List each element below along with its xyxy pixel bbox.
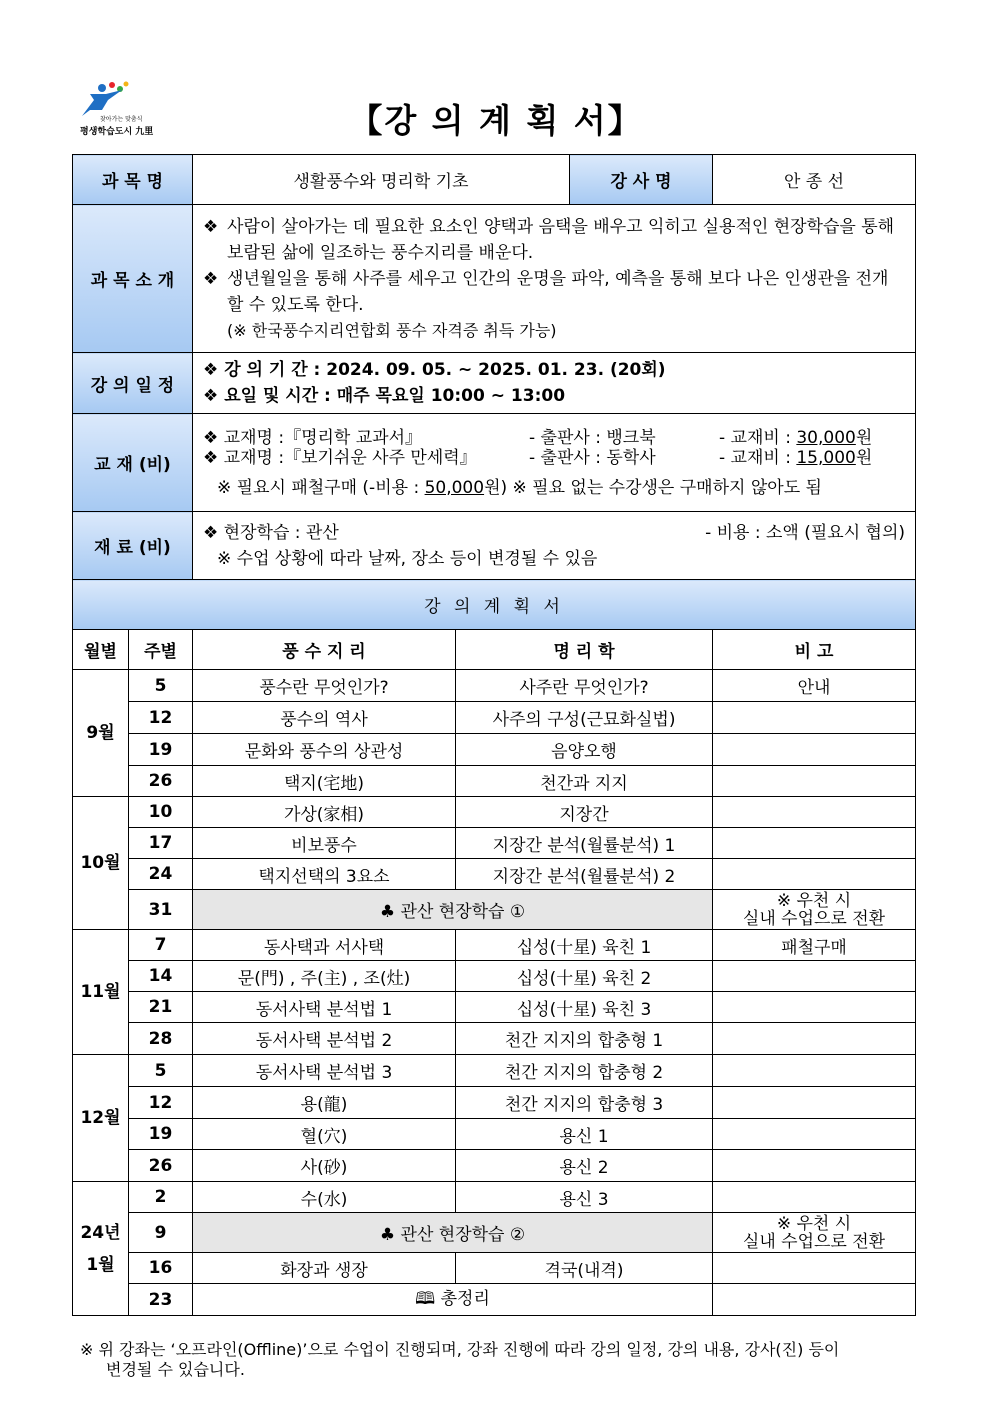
book-row xyxy=(203,428,905,448)
table-row xyxy=(73,1119,916,1150)
saju-cell: 용신 3 xyxy=(456,1182,713,1213)
course-plan-table xyxy=(72,154,916,1316)
fengshui-cell: 사(砂) xyxy=(193,1150,456,1182)
table-row xyxy=(73,961,916,992)
book-cost: 30,000 xyxy=(796,427,856,448)
remark-cell xyxy=(713,734,916,766)
table-row xyxy=(73,859,916,890)
saju-cell: 천간 지지의 합충형 3 xyxy=(456,1087,713,1119)
fengshui-cell: 가상(家相) xyxy=(193,797,456,828)
saju-cell: 천간과 지지 xyxy=(456,766,713,797)
saju-cell: 십성(十星) 육친 2 xyxy=(456,961,713,992)
table-row xyxy=(73,890,916,930)
month-cell: 10월 xyxy=(73,797,129,930)
logo-caption-top: 찾아가는 맞춤식 xyxy=(100,116,143,123)
table-row xyxy=(73,670,916,702)
col-fengshui: 풍 수 지 리 xyxy=(193,630,456,670)
saju-cell: 지장간 xyxy=(456,797,713,828)
materials-item: 현장학습 : 관산 xyxy=(223,522,339,543)
book-cost-label: - 교재비 : xyxy=(719,427,797,448)
remark-line: ※ 우천 시 xyxy=(776,890,852,911)
schedule-period: 강 의 기 간 : 2024. 09. 05. ~ 2025. 01. 23. (20회) xyxy=(224,360,666,380)
week-cell: 24 xyxy=(129,859,193,890)
saju-cell: 십성(十星) 육친 3 xyxy=(456,992,713,1023)
fengshui-cell: 혈(穴) xyxy=(193,1119,456,1150)
col-week: 주별 xyxy=(129,630,193,670)
book-name: 교재명 :『명리학 교과서』 xyxy=(223,427,423,448)
footer-note xyxy=(80,1340,920,1380)
fengshui-cell: 문(門) , 주(主) , 조(灶) xyxy=(193,961,456,992)
week-cell: 26 xyxy=(129,766,193,797)
compass-cost: 50,000 xyxy=(424,477,485,498)
fengshui-cell: 풍수란 무엇인가? xyxy=(193,670,456,702)
remark-cell: 패철구매 xyxy=(713,930,916,961)
table-row xyxy=(73,734,916,766)
table-row xyxy=(73,1087,916,1119)
remark-cell xyxy=(713,1253,916,1284)
plan-column-headers xyxy=(73,630,916,670)
footer-line: ※ 위 강좌는 ‘오프라인(Offline)’으로 수업이 진행되며, 강좌 진행에 따라 강의 일정, 강의 내용, 강사(진) 등이 xyxy=(80,1340,840,1359)
remark-cell xyxy=(713,961,916,992)
materials-cost: - 비용 : 소액 (필요시 협의) xyxy=(705,522,906,543)
fengshui-cell: 동사택과 서사택 xyxy=(193,930,456,961)
saju-cell: 십성(十星) 육친 1 xyxy=(456,930,713,961)
remark-cell xyxy=(713,702,916,734)
footer-line: 변경될 수 있습니다. xyxy=(106,1360,245,1379)
field-trip-cell: ♣ 관산 현장학습 ② xyxy=(193,1213,713,1253)
remark-cell: 안내 xyxy=(713,670,916,702)
remark-cell xyxy=(713,797,916,828)
book-row xyxy=(203,448,905,468)
bullet-icon: ❖ xyxy=(203,268,219,289)
saju-cell: 사주의 구성(근묘화실법) xyxy=(456,702,713,734)
week-cell: 14 xyxy=(129,961,193,992)
remark-cell xyxy=(713,1023,916,1055)
remark-cell xyxy=(713,1119,916,1150)
saju-cell: 사주란 무엇인가? xyxy=(456,670,713,702)
instructor-label: 강 사 명 xyxy=(570,155,713,205)
month-cell: 12월 xyxy=(73,1055,129,1182)
week-cell: 12 xyxy=(129,702,193,734)
week-cell: 28 xyxy=(129,1023,193,1055)
fengshui-cell: 수(水) xyxy=(193,1182,456,1213)
remark-cell xyxy=(713,1055,916,1087)
books-note xyxy=(203,478,905,498)
remark-cell xyxy=(713,766,916,797)
books-note-post: 원) ※ 필요 없는 수강생은 구매하지 않아도 됨 xyxy=(484,477,822,498)
review-cell: 🕮 총정리 xyxy=(193,1284,713,1316)
course-intro xyxy=(193,205,916,353)
table-row xyxy=(73,930,916,961)
fengshui-cell: 문화와 풍수의 상관성 xyxy=(193,734,456,766)
intro-item: 사람이 살아가는 데 필요한 요소인 양택과 음택을 배우고 익히고 실용적인 현장학습을 통해 보람된 삶에 일조하는 풍수지리를 배운다. xyxy=(227,216,895,263)
table-row xyxy=(73,1150,916,1182)
table-row xyxy=(73,702,916,734)
book-cost-label: - 교재비 : xyxy=(719,447,797,468)
intro-note: (※ 한국풍수지리연합회 풍수 자격증 취득 가능) xyxy=(227,320,557,340)
table-row xyxy=(73,1182,916,1213)
table-row xyxy=(73,992,916,1023)
week-cell: 21 xyxy=(129,992,193,1023)
month-year: 24년 xyxy=(80,1222,121,1243)
week-cell: 19 xyxy=(129,734,193,766)
remark-line: 실내 수업으로 전환 xyxy=(742,908,886,929)
week-cell: 5 xyxy=(129,670,193,702)
subject-name: 생활풍수와 명리학 기초 xyxy=(193,155,570,205)
remark-line: ※ 우천 시 xyxy=(776,1213,852,1234)
subject-label: 과 목 명 xyxy=(73,155,193,205)
table-row xyxy=(73,797,916,828)
remark-cell xyxy=(713,1213,916,1253)
week-cell: 2 xyxy=(129,1182,193,1213)
books-info xyxy=(193,414,916,512)
saju-cell: 용신 1 xyxy=(456,1119,713,1150)
schedule-info xyxy=(193,353,916,414)
books-note-pre: ※ 필요시 패철구매 (-비용 : xyxy=(217,477,425,498)
week-cell: 26 xyxy=(129,1150,193,1182)
intro-label: 과 목 소 개 xyxy=(73,205,193,353)
book-publisher: - 출판사 : 뱅크북 xyxy=(529,427,656,448)
remark-cell xyxy=(713,890,916,930)
week-cell: 9 xyxy=(129,1213,193,1253)
intro-item: 생년월일을 통해 사주를 세우고 인간의 운명을 파악, 예측을 통해 보다 나은 인생관을 전개할 수 있도록 한다. xyxy=(227,268,889,315)
schedule-label: 강 의 일 정 xyxy=(73,353,193,414)
field-trip-cell: ♣ 관산 현장학습 ① xyxy=(193,890,713,930)
remark-cell xyxy=(713,1087,916,1119)
table-row xyxy=(73,1023,916,1055)
schedule-time: 요일 및 시간 : 매주 목요일 10:00 ~ 13:00 xyxy=(224,386,566,406)
fengshui-cell: 택지선택의 3요소 xyxy=(193,859,456,890)
month-cell xyxy=(73,1182,129,1316)
fengshui-cell: 동서사택 분석법 1 xyxy=(193,992,456,1023)
book-cost-unit: 원 xyxy=(855,427,873,448)
week-cell: 23 xyxy=(129,1284,193,1316)
table-row xyxy=(73,1284,916,1316)
saju-cell: 지장간 분석(월률분석) 1 xyxy=(456,828,713,859)
book-publisher: - 출판사 : 동학사 xyxy=(529,447,656,468)
remark-cell xyxy=(713,828,916,859)
remark-cell xyxy=(713,1284,916,1316)
col-saju: 명 리 학 xyxy=(456,630,713,670)
remark-line: 실내 수업으로 전환 xyxy=(742,1231,886,1252)
remark-cell xyxy=(713,859,916,890)
saju-cell: 음양오행 xyxy=(456,734,713,766)
logo-caption-bottom: 평생학습도시 九里 xyxy=(80,127,154,137)
materials-label: 재 료 (비) xyxy=(73,512,193,580)
bullet-icon: ❖ xyxy=(203,447,224,468)
bullet-icon: ❖ xyxy=(203,216,219,237)
week-cell: 12 xyxy=(129,1087,193,1119)
month-name: 1월 xyxy=(86,1254,115,1275)
saju-cell: 지장간 분석(월률분석) 2 xyxy=(456,859,713,890)
fengshui-cell: 동서사택 분석법 3 xyxy=(193,1055,456,1087)
week-cell: 17 xyxy=(129,828,193,859)
week-cell: 31 xyxy=(129,890,193,930)
document-title: 【강 의 계 획 서】 xyxy=(349,101,643,140)
col-month: 월별 xyxy=(73,630,129,670)
book-name: 교재명 :『보기쉬운 사주 만세력』 xyxy=(223,447,477,468)
materials-note: ※ 수업 상황에 따라 날짜, 장소 등이 변경될 수 있음 xyxy=(217,548,598,569)
month-cell: 9월 xyxy=(73,670,129,797)
remark-cell xyxy=(713,1182,916,1213)
remark-cell xyxy=(713,992,916,1023)
book-cost-unit: 원 xyxy=(855,447,873,468)
table-row xyxy=(73,1253,916,1284)
week-cell: 5 xyxy=(129,1055,193,1087)
saju-cell: 용신 2 xyxy=(456,1150,713,1182)
fengshui-cell: 비보풍수 xyxy=(193,828,456,859)
month-cell: 11월 xyxy=(73,930,129,1055)
fengshui-cell: 풍수의 역사 xyxy=(193,702,456,734)
table-row xyxy=(73,1055,916,1087)
week-cell: 19 xyxy=(129,1119,193,1150)
fengshui-cell: 동서사택 분석법 2 xyxy=(193,1023,456,1055)
fengshui-cell: 용(龍) xyxy=(193,1087,456,1119)
week-cell: 10 xyxy=(129,797,193,828)
col-remark: 비 고 xyxy=(713,630,916,670)
saju-cell: 천간 지지의 합충형 2 xyxy=(456,1055,713,1087)
instructor-name: 안 종 선 xyxy=(713,155,916,205)
table-row xyxy=(73,828,916,859)
week-cell: 7 xyxy=(129,930,193,961)
week-cell: 16 xyxy=(129,1253,193,1284)
books-label: 교 재 (비) xyxy=(73,414,193,512)
bullet-icon: ❖ xyxy=(203,427,224,448)
saju-cell: 격국(내격) xyxy=(456,1253,713,1284)
saju-cell: 천간 지지의 합충형 1 xyxy=(456,1023,713,1055)
table-row xyxy=(73,1213,916,1253)
bullet-icon: ❖ xyxy=(203,522,224,543)
remark-cell xyxy=(713,1150,916,1182)
book-cost: 15,000 xyxy=(796,447,856,468)
table-row xyxy=(73,766,916,797)
bullet-icon: ❖ xyxy=(203,360,225,380)
fengshui-cell: 택지(宅地) xyxy=(193,766,456,797)
bullet-icon: ❖ xyxy=(203,386,225,406)
plan-section-title: 강 의 계 획 서 xyxy=(73,580,916,630)
fengshui-cell: 화장과 생장 xyxy=(193,1253,456,1284)
materials-info xyxy=(193,512,916,580)
